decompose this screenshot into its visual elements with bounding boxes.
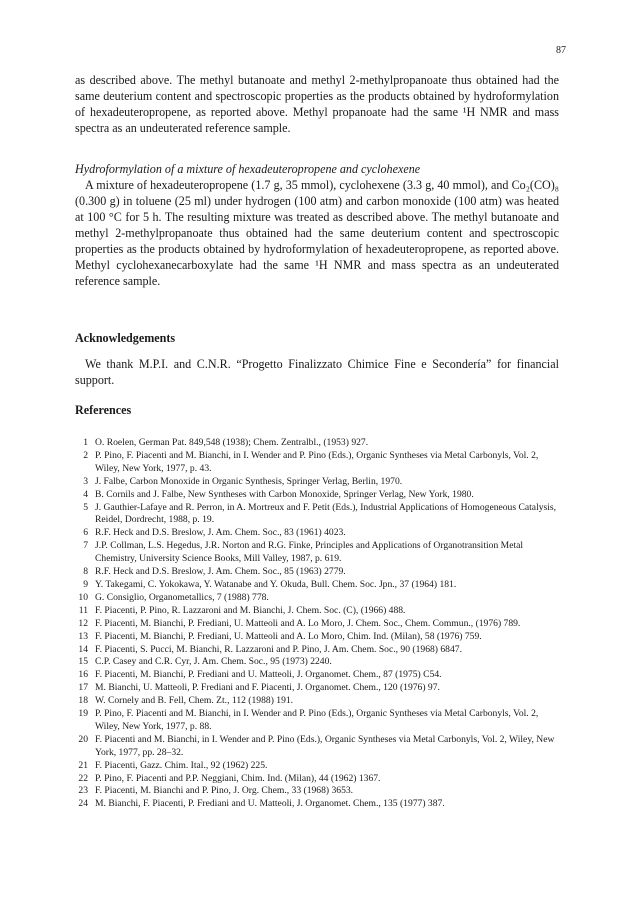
page-number: 87 bbox=[556, 45, 566, 56]
reference-item bbox=[75, 527, 559, 540]
reference-text: M. Bianchi, F. Piacenti, P. Frediani and U. Matteoli, J. Organomet. Chem., 135 (1977) 387. bbox=[95, 798, 445, 810]
continued-paragraph bbox=[75, 72, 559, 136]
reference-text: P. Pino, F. Piacenti and M. Bianchi, in I. Wender and P. Pino (Eds.), Organic Syntheses via Metal Carbonyls, Vol. 2, Wiley, New York, 1977, p. 88. bbox=[95, 708, 539, 732]
reference-text: F. Piacenti, S. Pucci, M. Bianchi, R. Lazzaroni and P. Pino, J. Am. Chem. Soc., 90 (1968) 6847. bbox=[95, 643, 462, 655]
reference-number: 20 bbox=[78, 733, 88, 745]
reference-text: M. Bianchi, U. Matteoli, P. Frediani and F. Piacenti, J. Organomet. Chem., 120 (1976) 97. bbox=[95, 682, 440, 694]
reference-number: 13 bbox=[78, 630, 88, 642]
reference-item bbox=[75, 773, 559, 786]
reference-number: 24 bbox=[78, 798, 88, 810]
acknowledgements-heading: Acknowledgements bbox=[75, 331, 176, 345]
paragraph-text: as described above. The methyl butanoate and methyl 2-methylpropanoate thus obtained had the same deuterium content and spectroscopic properties as the products obtained by hydroformylation of hexadeuteropropene, as reported above. Methyl propanoate had the same ¹H NMR and mass spectra as an undeuterated reference sample. bbox=[75, 73, 559, 135]
reference-number: 1 bbox=[83, 437, 88, 448]
reference-number: 2 bbox=[83, 449, 88, 461]
reference-text: O. Roelen, German Pat. 849,548 (1938); Chem. Zentralbl., (1953) 927. bbox=[95, 437, 369, 448]
reference-number: 5 bbox=[83, 501, 88, 513]
reference-text: J. Falbe, Carbon Monoxide in Organic Synthesis, Springer Verlag, Berlin, 1970. bbox=[95, 475, 403, 487]
hydroformylation-section bbox=[75, 161, 559, 289]
references-list bbox=[75, 437, 559, 811]
reference-number: 6 bbox=[83, 527, 88, 539]
reference-number: 16 bbox=[78, 669, 88, 681]
reference-item bbox=[75, 540, 559, 566]
reference-text: W. Cornely and B. Fell, Chem. Zt., 112 (1988) 191. bbox=[95, 695, 294, 707]
reference-item bbox=[75, 450, 559, 476]
reference-text: P. Pino, F. Piacenti and P.P. Neggiani, Chim. Ind. (Milan), 44 (1962) 1367. bbox=[95, 772, 381, 784]
reference-item bbox=[75, 489, 559, 502]
reference-number: 19 bbox=[78, 708, 88, 720]
reference-text: F. Piacenti, P. Pino, R. Lazzaroni and M. Bianchi, J. Chem. Soc. (C), (1966) 488. bbox=[95, 604, 406, 616]
reference-number: 23 bbox=[78, 785, 88, 797]
reference-number: 21 bbox=[78, 759, 88, 771]
reference-item bbox=[75, 798, 559, 811]
reference-number: 17 bbox=[78, 682, 88, 694]
reference-text: F. Piacenti and M. Bianchi, in I. Wender and P. Pino (Eds.), Organic Syntheses via Metal Carbonyls, Vol. 2, Wiley, New York, 1977, pp. 28–32. bbox=[95, 733, 555, 758]
reference-number: 15 bbox=[78, 656, 88, 668]
reference-text: F. Piacenti, M. Bianchi, P. Frediani, U. Matteoli and A. Lo Moro, J. Chem. Soc., Chem. Commun., (1976) 789. bbox=[95, 617, 521, 629]
reference-item bbox=[75, 656, 559, 669]
reference-item bbox=[75, 785, 559, 798]
reference-item bbox=[75, 618, 559, 631]
reference-number: 22 bbox=[78, 772, 88, 784]
reference-item bbox=[75, 476, 559, 489]
reference-number: 4 bbox=[83, 488, 88, 500]
reference-text: J.P. Collman, L.S. Hegedus, J.R. Norton and R.G. Finke, Principles and Applications of Organotransition Metal Chemistry, University Science Books, Mill Valley, 1987, p. 619. bbox=[95, 540, 524, 565]
reference-text: F. Piacenti, M. Bianchi and P. Pino, J. Org. Chem., 33 (1968) 3653. bbox=[95, 785, 354, 797]
reference-item bbox=[75, 437, 559, 450]
reference-number: 18 bbox=[78, 695, 88, 707]
reference-item bbox=[75, 592, 559, 605]
reference-number: 9 bbox=[83, 578, 88, 590]
acknowledgements-text: We thank M.P.I. and C.N.R. “Progetto Finalizzato Chimice Fine e Secondería” for financial support. bbox=[75, 357, 559, 387]
acknowledgements-section bbox=[75, 330, 559, 388]
reference-item bbox=[75, 605, 559, 618]
reference-item bbox=[75, 631, 559, 644]
reference-text: F. Piacenti, Gazz. Chim. Ital., 92 (1962) 225. bbox=[95, 759, 268, 771]
reference-number: 10 bbox=[78, 591, 88, 603]
reference-item bbox=[75, 708, 559, 734]
paragraph-text: A mixture of hexadeuteropropene (1.7 g, 35 mmol), cyclohexene (3.3 g, 40 mmol), and Co₂(CO)₈ (0.300 g) in toluene (25 ml) under hydrogen (100 atm) and carbon monoxide (100 atm) was heated at 100 °C for 5 h. The resulting mixture was treated as described above. The methyl butanoate and methyl 2-methylpropanoate thus obtained had the same deuterium content and spectroscopic properties as the products obtained by hydroformylation of hexadeuteropropene, as reported above. Methyl cyclohexanecarboxylate had the same ¹H NMR and mass spectra as an undeuterated reference sample. bbox=[75, 178, 559, 288]
reference-number: 8 bbox=[83, 566, 88, 578]
reference-text: R.F. Heck and D.S. Breslow, J. Am. Chem. Soc., 83 (1961) 4023. bbox=[95, 527, 346, 539]
reference-text: B. Cornils and J. Falbe, New Syntheses with Carbon Monoxide, Springer Verlag, New York, 1980. bbox=[95, 488, 474, 500]
reference-text: J. Gauthier-Lafaye and R. Perron, in A. Mortreux and F. Petit (Eds.), Industrial Applications of Homogeneous Catalysis, Reidel, Dordrecht, 1988, p. 19. bbox=[95, 501, 557, 526]
reference-text: F. Piacenti, M. Bianchi, P. Frediani and U. Matteoli, J. Organomet. Chem., 87 (1975) C54. bbox=[95, 669, 442, 681]
reference-number: 3 bbox=[83, 475, 88, 487]
reference-item bbox=[75, 644, 559, 657]
reference-item bbox=[75, 695, 559, 708]
reference-text: C.P. Casey and C.R. Cyr, J. Am. Chem. Soc., 95 (1973) 2240. bbox=[95, 656, 332, 668]
reference-number: 14 bbox=[78, 643, 88, 655]
reference-item bbox=[75, 579, 559, 592]
references-heading: References bbox=[75, 403, 132, 417]
reference-number: 12 bbox=[78, 617, 88, 629]
reference-item bbox=[75, 566, 559, 579]
reference-number: 7 bbox=[83, 540, 88, 552]
reference-item bbox=[75, 502, 559, 528]
reference-text: G. Consiglio, Organometallics, 7 (1988) 778. bbox=[95, 591, 269, 603]
reference-text: Y. Takegami, C. Yokokawa, Y. Watanabe and Y. Okuda, Bull. Chem. Soc. Jpn., 37 (1964) 181. bbox=[95, 578, 457, 590]
reference-item bbox=[75, 682, 559, 695]
reference-item bbox=[75, 669, 559, 682]
reference-number: 11 bbox=[78, 604, 88, 616]
reference-item bbox=[75, 734, 559, 760]
reference-text: F. Piacenti, M. Bianchi, P. Frediani, U. Matteoli and A. Lo Moro, Chim. Ind. (Milan), 58 (1976) 759. bbox=[95, 630, 482, 642]
reference-item bbox=[75, 760, 559, 773]
section-subheading: Hydroformylation of a mixture of hexadeuteropropene and cyclohexene bbox=[75, 162, 421, 176]
reference-text: R.F. Heck and D.S. Breslow, J. Am. Chem. Soc., 85 (1963) 2779. bbox=[95, 566, 346, 578]
reference-text: P. Pino, F. Piacenti and M. Bianchi, in I. Wender and P. Pino (Eds.), Organic Syntheses via Metal Carbonyls, Vol. 2, Wiley, New York, 1977, p. 43. bbox=[95, 449, 539, 474]
